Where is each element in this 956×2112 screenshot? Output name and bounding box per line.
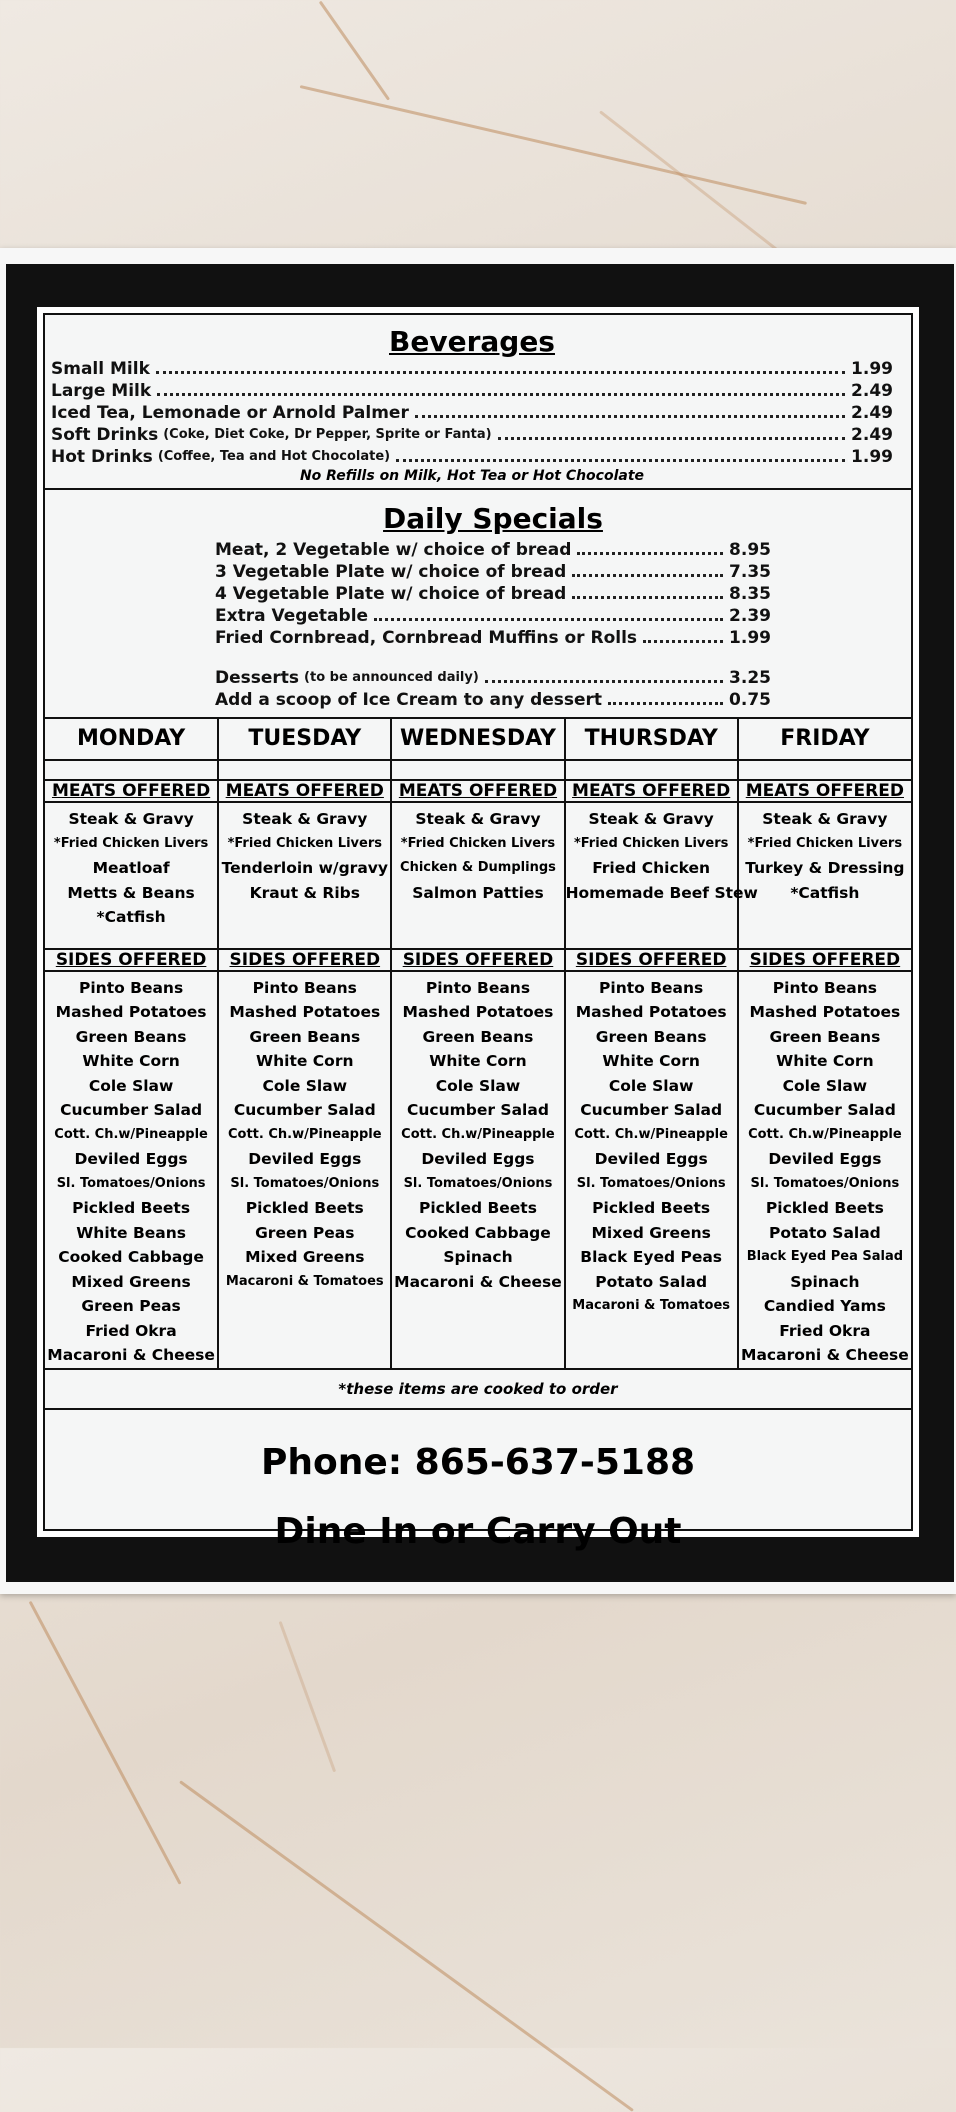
side-item: Green Beans <box>769 1027 881 1046</box>
meat-item: Tenderloin w/gravy <box>221 859 388 877</box>
side-item: Pinto Beans <box>425 978 531 997</box>
side-item: Cott. Ch.w/Pineapple <box>227 1126 382 1142</box>
meat-item: Kraut & Ribs <box>249 883 360 902</box>
side-item: Mixed Greens <box>245 1248 365 1266</box>
item-name: Fried Cornbread, Cornbread Muffins or Rolls <box>215 628 638 648</box>
marble-vein <box>319 1 390 101</box>
specials-section <box>45 490 911 717</box>
side-item: Cucumber Salad <box>60 1101 203 1119</box>
dot-leader <box>485 667 723 683</box>
side-item: Sl. Tomatoes/Onions <box>403 1175 553 1191</box>
item-name: 4 Vegetable Plate w/ choice of bread <box>215 584 567 604</box>
item-price: 1.99 <box>729 628 771 648</box>
price-row <box>51 446 893 468</box>
side-item: Cucumber Salad <box>580 1101 723 1119</box>
side-item: Cucumber Salad <box>233 1101 376 1119</box>
side-item: White Corn <box>602 1052 700 1070</box>
side-item: Sl. Tomatoes/Onions <box>576 1175 726 1191</box>
meat-item: *Catfish <box>96 908 166 926</box>
side-item: Deviled Eggs <box>768 1150 882 1168</box>
side-item: Mashed Potatoes <box>402 1003 554 1021</box>
side-item: Spinach <box>790 1272 860 1291</box>
side-item: Cole Slaw <box>262 1076 348 1095</box>
item-detail: (to be announced daily) <box>304 670 479 685</box>
meat-item: Steak & Gravy <box>415 810 541 828</box>
side-item: White Corn <box>82 1052 180 1070</box>
price-row <box>215 689 771 711</box>
dot-leader <box>396 446 845 462</box>
dot-leader <box>374 605 723 621</box>
side-item: Cott. Ch.w/Pineapple <box>574 1126 728 1142</box>
side-item: White Corn <box>776 1052 874 1070</box>
side-item: Candied Yams <box>763 1297 886 1315</box>
sides-cell <box>391 930 564 1368</box>
dot-leader <box>415 402 845 418</box>
price-row <box>51 358 893 380</box>
meat-item: Homemade Beef Stew <box>565 883 758 902</box>
menu-content <box>43 313 913 1552</box>
price-row <box>215 583 771 605</box>
side-item: Cucumber Salad <box>407 1101 549 1119</box>
marble-vein <box>29 1601 182 1885</box>
item-name: Iced Tea, Lemonade or Arnold Palmer <box>51 403 409 423</box>
item-price: 3.25 <box>729 668 771 688</box>
meat-item: Fried Chicken <box>592 859 711 877</box>
item-price: 1.99 <box>851 447 893 467</box>
item-name: Hot Drinks <box>51 447 153 467</box>
side-item: Green Beans <box>422 1027 534 1046</box>
side-item: Sl. Tomatoes/Onions <box>56 1175 206 1191</box>
sides-cell <box>45 930 218 1368</box>
sides-row <box>45 930 911 1368</box>
side-item: Mashed Potatoes <box>575 1003 727 1021</box>
price-row <box>215 667 771 689</box>
sides-cell <box>218 930 391 1368</box>
side-item: Cott. Ch.w/Pineapple <box>748 1126 902 1142</box>
marble-vein <box>300 85 807 205</box>
item-name: Small Milk <box>51 359 150 379</box>
item-price: 2.49 <box>851 381 893 401</box>
divider <box>45 1408 911 1410</box>
meat-item: Salmon Patties <box>412 883 544 902</box>
side-item: Potato Salad <box>595 1272 708 1291</box>
item-name: Extra Vegetable <box>215 606 369 626</box>
meats-label: MEATS OFFERED <box>392 779 563 803</box>
meat-item: Steak & Gravy <box>588 810 714 828</box>
side-item: Pickled Beets <box>592 1199 711 1217</box>
meat-item: Steak & Gravy <box>242 810 368 828</box>
item-price: 8.95 <box>729 540 771 560</box>
side-item: Black Eyed Pea Salad <box>746 1249 904 1264</box>
item-price: 2.49 <box>851 403 893 423</box>
side-item: Deviled Eggs <box>594 1150 708 1168</box>
item-name: Meat, 2 Vegetable w/ choice of bread <box>215 540 572 560</box>
item-name: Desserts <box>215 668 300 688</box>
side-item: Mashed Potatoes <box>749 1003 901 1021</box>
side-item: Mashed Potatoes <box>229 1003 381 1021</box>
day-name: MONDAY <box>45 719 217 761</box>
meat-item: Steak & Gravy <box>762 810 888 828</box>
side-item: Green Beans <box>595 1027 707 1046</box>
item-price: 2.39 <box>729 606 771 626</box>
item-price: 8.35 <box>729 584 771 604</box>
menu-sheet <box>0 248 956 1594</box>
price-row <box>215 627 771 649</box>
side-item: Cole Slaw <box>782 1076 868 1095</box>
price-row <box>51 424 893 446</box>
side-item: Pinto Beans <box>252 978 357 997</box>
weekly-menu-table <box>45 719 911 1368</box>
side-item: Cott. Ch.w/Pineapple <box>401 1126 555 1142</box>
item-name: Large Milk <box>51 381 152 401</box>
side-item: Mixed Greens <box>71 1272 191 1291</box>
specials-list <box>215 539 771 649</box>
side-item: Green Beans <box>75 1027 187 1046</box>
meat-item: *Fried Chicken Livers <box>400 835 556 851</box>
sides-label: SIDES OFFERED <box>45 948 217 972</box>
sides-cell <box>738 930 911 1368</box>
dot-leader <box>498 424 845 440</box>
item-name: 3 Vegetable Plate w/ choice of bread <box>215 562 567 582</box>
side-item: White Corn <box>256 1052 354 1070</box>
item-name: Add a scoop of Ice Cream to any dessert <box>215 690 603 710</box>
price-row <box>51 402 893 424</box>
day-column-header <box>391 719 564 761</box>
price-row <box>215 605 771 627</box>
side-item: White Beans <box>76 1223 186 1242</box>
meats-label: MEATS OFFERED <box>739 779 911 803</box>
side-item: Cole Slaw <box>608 1076 694 1095</box>
side-item: Green Beans <box>249 1027 361 1046</box>
meats-cell <box>45 761 218 930</box>
side-item: Green Peas <box>255 1223 355 1242</box>
side-item: Pickled Beets <box>765 1199 884 1217</box>
meat-item: *Fried Chicken Livers <box>227 835 382 851</box>
item-detail: (Coffee, Tea and Hot Chocolate) <box>157 449 391 464</box>
side-item: Macaroni & Cheese <box>741 1346 909 1364</box>
footnote: *these items are cooked to order <box>338 1379 618 1398</box>
menu-border <box>6 264 954 1582</box>
day-column-header <box>565 719 738 761</box>
meats-cell <box>218 761 391 930</box>
meat-item: *Fried Chicken Livers <box>573 835 729 851</box>
item-price: 2.49 <box>851 425 893 445</box>
side-item: Macaroni & Tomatoes <box>572 1298 731 1313</box>
meat-item: Steak & Gravy <box>68 810 194 828</box>
price-row <box>215 561 771 583</box>
price-row <box>51 380 893 402</box>
side-item: Fried Okra <box>85 1321 177 1340</box>
side-item: Cooked Cabbage <box>405 1223 551 1242</box>
beverages-note: No Refills on Milk, Hot Tea or Hot Chocolate <box>299 468 645 484</box>
day-header-row <box>45 719 911 761</box>
meats-cell <box>738 761 911 930</box>
item-price: 1.99 <box>851 359 893 379</box>
meats-cell <box>391 761 564 930</box>
day-name: TUESDAY <box>219 719 390 761</box>
meat-item: *Fried Chicken Livers <box>747 835 903 851</box>
day-name: THURSDAY <box>566 719 737 761</box>
side-item: Deviled Eggs <box>421 1150 535 1168</box>
side-item: Fried Okra <box>779 1321 871 1340</box>
price-row <box>215 539 771 561</box>
spacer <box>215 649 771 667</box>
meats-cell <box>565 761 758 930</box>
dot-leader <box>572 583 723 599</box>
day-column-header <box>218 719 391 761</box>
dot-leader <box>157 380 845 396</box>
meat-item: *Catfish <box>790 883 860 902</box>
side-item: Cott. Ch.w/Pineapple <box>54 1126 208 1142</box>
side-item: Spinach <box>443 1248 513 1266</box>
side-item: Cole Slaw <box>88 1076 174 1095</box>
side-item: Sl. Tomatoes/Onions <box>230 1175 380 1191</box>
meats-label: MEATS OFFERED <box>45 779 217 803</box>
meat-item: Metts & Beans <box>67 883 195 902</box>
side-item: Mixed Greens <box>591 1223 711 1242</box>
side-item: Pickled Beets <box>72 1199 191 1217</box>
dot-leader <box>156 358 845 374</box>
meat-item: Meatloaf <box>92 859 170 877</box>
side-item: Pickled Beets <box>418 1199 537 1217</box>
meats-label: MEATS OFFERED <box>566 779 737 803</box>
side-item: Potato Salad <box>768 1223 881 1242</box>
dot-leader <box>572 561 723 577</box>
side-item: Pinto Beans <box>599 978 704 997</box>
side-item: Pickled Beets <box>245 1199 364 1217</box>
beverages-list <box>51 358 893 468</box>
meats-row <box>45 761 911 930</box>
side-item: White Corn <box>429 1052 527 1070</box>
meat-item: Chicken & Dumplings <box>400 860 556 875</box>
meats-label: MEATS OFFERED <box>219 779 390 803</box>
side-item: Cooked Cabbage <box>58 1248 204 1266</box>
dot-leader <box>577 539 723 555</box>
side-item: Macaroni & Tomatoes <box>225 1273 384 1289</box>
side-item: Sl. Tomatoes/Onions <box>750 1175 900 1191</box>
specials-title: Daily Specials <box>383 502 603 535</box>
sides-cell <box>565 930 738 1368</box>
side-item: Cucumber Salad <box>753 1101 896 1119</box>
sides-label: SIDES OFFERED <box>392 948 563 972</box>
meat-item: *Fried Chicken Livers <box>53 835 209 851</box>
side-item: Black Eyed Peas <box>580 1248 723 1266</box>
service-type: Dine In or Carry Out <box>274 1510 682 1552</box>
day-column-header <box>45 719 218 761</box>
meat-item: Turkey & Dressing <box>745 859 905 877</box>
side-item: Deviled Eggs <box>74 1150 188 1168</box>
sides-label: SIDES OFFERED <box>219 948 390 972</box>
side-item: Pinto Beans <box>772 978 877 997</box>
sides-label: SIDES OFFERED <box>566 948 737 972</box>
day-name: FRIDAY <box>739 719 911 761</box>
beverages-section <box>45 315 911 488</box>
side-item: Deviled Eggs <box>248 1150 362 1168</box>
menu-inner-panel <box>34 304 922 1552</box>
day-name: WEDNESDAY <box>392 719 563 761</box>
item-detail: (Coke, Diet Coke, Dr Pepper, Sprite or Fanta) <box>163 427 492 442</box>
item-name: Soft Drinks <box>51 425 159 445</box>
side-item: Macaroni & Cheese <box>47 1346 215 1364</box>
item-price: 0.75 <box>729 690 771 710</box>
phone-number: Phone: 865-637-5188 <box>260 1441 696 1483</box>
dot-leader <box>608 689 723 705</box>
day-column-header <box>738 719 911 761</box>
side-item: Macaroni & Cheese <box>394 1272 562 1291</box>
marble-vein <box>179 1780 634 2112</box>
side-item: Pinto Beans <box>78 978 184 997</box>
sides-label: SIDES OFFERED <box>739 948 911 972</box>
side-item: Green Peas <box>81 1297 181 1315</box>
item-price: 7.35 <box>729 562 771 582</box>
desserts-list <box>215 667 771 711</box>
beverages-title: Beverages <box>389 325 555 358</box>
side-item: Mashed Potatoes <box>55 1003 207 1021</box>
side-item: Cole Slaw <box>435 1076 521 1095</box>
dot-leader <box>643 627 723 643</box>
marble-vein <box>279 1621 337 1772</box>
